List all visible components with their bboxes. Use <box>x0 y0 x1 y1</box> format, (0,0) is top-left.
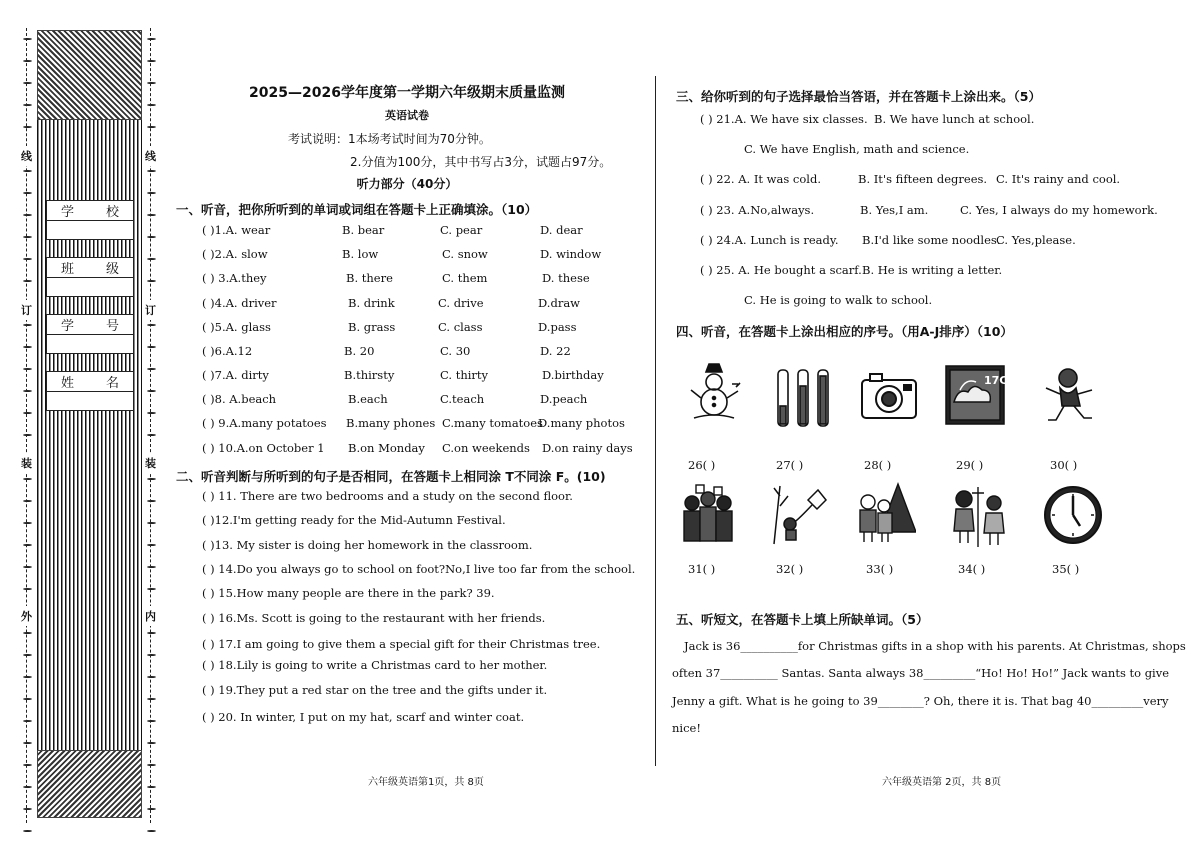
q14[interactable]: ( ) 14.Do you always go to school on foot?No,I live too far from the school. <box>202 562 636 576</box>
exam-title: 2025—2026学年度第一学期六年级期末质量监测 <box>249 85 565 101</box>
passage-line-2[interactable]: often 37__________ Santas. Santa always 38_________“Ho! Ho! Ho!” Jack wants to give <box>672 666 1170 680</box>
binding-char-left-1: 线 <box>21 146 32 166</box>
q18[interactable]: ( ) 18.Lily is going to write a Christmas card to her mother. <box>202 658 548 672</box>
thermometers-picture <box>772 364 834 430</box>
q13[interactable]: ( )13. My sister is doing her homework in the classroom. <box>202 538 533 552</box>
q3-c[interactable]: C. them <box>442 271 488 285</box>
exam-note-2: 2.分值为100分，其中书写占3分，试题占97分。 <box>350 155 612 169</box>
page-1-footer: 六年级英语第1页，共 8页 <box>368 777 484 788</box>
page-1 <box>172 0 642 847</box>
q24-c[interactable]: C. Yes,please. <box>996 233 1076 247</box>
q28-number[interactable]: 28( ) <box>864 458 892 472</box>
binding-char-left-4: 外 <box>21 606 32 626</box>
q9-a[interactable]: ( ) 9.A.many potatoes <box>202 416 327 430</box>
q7-b[interactable]: B.thirsty <box>344 368 395 382</box>
q22-b[interactable]: B. It's fifteen degrees. <box>858 172 988 186</box>
people-tree-picture <box>854 480 916 546</box>
q32-number[interactable]: 32( ) <box>776 562 804 576</box>
q1-c[interactable]: C. pear <box>440 223 483 237</box>
school-label-2: 校 <box>105 205 119 220</box>
q26-number[interactable]: 26( ) <box>688 458 716 472</box>
section-4-heading: 四、听音，在答题卡上涂出相应的序号。（用A-J排序）（10） <box>676 324 1013 339</box>
q8-c[interactable]: C.teach <box>440 392 485 406</box>
name-label-2: 名 <box>105 376 119 391</box>
name-label-1: 姓 <box>61 376 75 391</box>
q15[interactable]: ( ) 15.How many people are there in the park? 39. <box>202 586 495 600</box>
section-3-heading: 三、给你听到的句子选择最恰当答语，并在答题卡上涂出来。（5） <box>676 89 1041 104</box>
school-label-1: 学 <box>61 205 75 220</box>
kite-picture <box>768 480 830 546</box>
q4-d[interactable]: D.draw <box>538 296 581 310</box>
q21-a[interactable]: ( ) 21.A. We have six classes. <box>700 112 868 126</box>
q34-number[interactable]: 34( ) <box>958 562 986 576</box>
section-1-heading: 一、听音，把你所听到的单词或词组在答题卡上正确填涂。（10） <box>176 202 538 217</box>
q23-c[interactable]: C. Yes, I always do my homework. <box>960 203 1158 217</box>
q16[interactable]: ( ) 16.Ms. Scott is going to the restaurant with her friends. <box>202 611 546 625</box>
student-id-label-2: 号 <box>105 319 119 334</box>
q4-c[interactable]: C. drive <box>438 296 484 310</box>
q35-number[interactable]: 35( ) <box>1052 562 1080 576</box>
q5-d[interactable]: D.pass <box>538 320 577 334</box>
binding-char-left-2: 订 <box>21 300 32 320</box>
binding-char-left-3: 装 <box>21 453 32 473</box>
crowd-picture <box>678 483 740 549</box>
binding-char-right-4: 内 <box>145 606 156 626</box>
q29-number[interactable]: 29( ) <box>956 458 984 472</box>
q6-c[interactable]: C. 30 <box>440 344 471 358</box>
q25-c[interactable]: C. He is going to walk to school. <box>744 293 933 307</box>
q4-b[interactable]: B. drink <box>348 296 395 310</box>
page-2-footer: 六年级英语第 2页，共 8页 <box>882 777 1002 788</box>
q17[interactable]: ( ) 17.I am going to give them a special gift for their Christmas tree. <box>202 637 601 651</box>
snowman-picture <box>684 362 746 428</box>
q1-a[interactable]: ( )1.A. wear <box>202 223 271 237</box>
q24-a[interactable]: ( ) 24.A. Lunch is ready. <box>700 233 839 247</box>
q7-a[interactable]: ( )7.A. dirty <box>202 368 269 382</box>
q31-number[interactable]: 31( ) <box>688 562 716 576</box>
q1-b[interactable]: B. bear <box>342 223 385 237</box>
binding-strip <box>18 28 160 823</box>
q22-a[interactable]: ( ) 22. A. It was cold. <box>700 172 821 186</box>
q1-d[interactable]: D. dear <box>540 223 583 237</box>
q4-a[interactable]: ( )4.A. driver <box>202 296 277 310</box>
section-5-heading: 五、听短文，在答题卡上填上所缺单词。（5） <box>676 612 929 627</box>
camera-picture <box>858 364 920 430</box>
binding-char-right-2: 订 <box>145 300 156 320</box>
student-id-field[interactable] <box>46 314 134 354</box>
q10-d[interactable]: D.on rainy days <box>542 441 633 455</box>
q2-d[interactable]: D. window <box>540 247 602 261</box>
exam-note-1: 考试说明：1本场考试时间为70分钟。 <box>288 132 491 146</box>
binding-hatch-bottom <box>37 750 142 818</box>
page-divider <box>655 76 656 766</box>
q6-b[interactable]: B. 20 <box>344 344 375 358</box>
q19[interactable]: ( ) 19.They put a red star on the tree and the gifts under it. <box>202 683 548 697</box>
q22-c[interactable]: C. It's rainy and cool. <box>996 172 1121 186</box>
school-field[interactable] <box>46 200 134 240</box>
binding-char-right-3: 装 <box>145 453 156 473</box>
q5-b[interactable]: B. grass <box>348 320 396 334</box>
q2-c[interactable]: C. snow <box>442 247 488 261</box>
q10-a[interactable]: ( ) 10.A.on October 1 <box>202 441 325 455</box>
student-id-label-1: 学 <box>61 319 75 334</box>
q25-b[interactable]: B. He is writing a letter. <box>862 263 1003 277</box>
q3-b[interactable]: B. there <box>346 271 393 285</box>
children-picture <box>948 483 1010 549</box>
class-label-2: 级 <box>105 262 119 277</box>
listening-part-heading: 听力部分（40分） <box>356 177 458 191</box>
q21-b[interactable]: B. We have lunch at school. <box>874 112 1035 126</box>
page-2 <box>668 0 1188 847</box>
q6-a[interactable]: ( )6.A.12 <box>202 344 253 358</box>
q11[interactable]: ( ) 11. There are two bedrooms and a study on the second floor. <box>202 489 573 503</box>
q23-b[interactable]: B. Yes,I am. <box>860 203 929 217</box>
q5-c[interactable]: C. class <box>438 320 483 334</box>
q9-c[interactable]: C.many tomatoes <box>442 416 543 430</box>
q7-c[interactable]: C. thirty <box>440 368 489 382</box>
name-field[interactable] <box>46 371 134 411</box>
weather-picture <box>944 362 1006 428</box>
q20[interactable]: ( ) 20. In winter, I put on my hat, scarf and winter coat. <box>202 710 525 724</box>
binding-char-right-1: 线 <box>145 146 156 166</box>
q12[interactable]: ( )12.I'm getting ready for the Mid-Autumn Festival. <box>202 513 506 527</box>
passage-line-4[interactable]: nice! <box>672 721 701 735</box>
binding-hatch-top <box>37 30 142 120</box>
class-label-1: 班 <box>61 262 75 277</box>
q7-d[interactable]: D.birthday <box>542 368 604 382</box>
q3-d[interactable]: D. these <box>542 271 590 285</box>
q8-b[interactable]: B.each <box>348 392 388 406</box>
q25-a[interactable]: ( ) 25. A. He bought a scarf. <box>700 263 862 277</box>
q33-number[interactable]: 33( ) <box>866 562 894 576</box>
passage-line-1[interactable]: Jack is 36__________for Christmas gifts in a shop with his parents. At Christmas, shops <box>684 639 1186 653</box>
q24-b[interactable]: B.I'd like some noodles. <box>862 233 1001 247</box>
q8-a[interactable]: ( )8. A.beach <box>202 392 277 406</box>
exam-subtitle: 英语试卷 <box>385 109 429 122</box>
temperature-label: 17C <box>984 374 1006 387</box>
q27-number[interactable]: 27( ) <box>776 458 804 472</box>
passage-line-3[interactable]: Jenny a gift. What is he going to 39________? Oh, there it is. That bag 40_________very <box>672 694 1169 708</box>
q23-a[interactable]: ( ) 23. A.No,always. <box>700 203 815 217</box>
skating-boy-picture <box>1038 364 1100 430</box>
q2-b[interactable]: B. low <box>342 247 379 261</box>
q10-b[interactable]: B.on Monday <box>348 441 425 455</box>
q5-a[interactable]: ( )5.A. glass <box>202 320 271 334</box>
q9-b[interactable]: B.many phones <box>346 416 436 430</box>
q6-d[interactable]: D. 22 <box>540 344 571 358</box>
q3-a[interactable]: ( ) 3.A.they <box>202 271 267 285</box>
section-2-heading: 二、听音判断与所听到的句子是否相同，在答题卡上相同涂 T不同涂 F。(10) <box>176 469 606 484</box>
q21-c[interactable]: C. We have English, math and science. <box>744 142 970 156</box>
q9-d[interactable]: D.many photos <box>538 416 625 430</box>
q8-d[interactable]: D.peach <box>540 392 588 406</box>
clock-picture <box>1042 482 1104 548</box>
q30-number[interactable]: 30( ) <box>1050 458 1078 472</box>
class-field[interactable] <box>46 257 134 297</box>
q2-a[interactable]: ( )2.A. slow <box>202 247 268 261</box>
q10-c[interactable]: C.on weekends <box>442 441 530 455</box>
